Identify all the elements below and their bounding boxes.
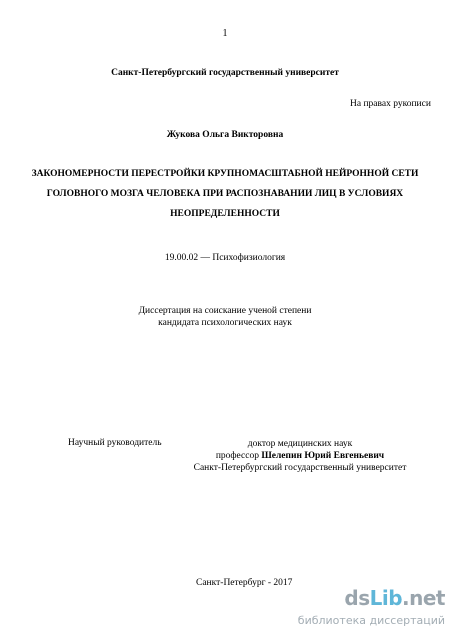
watermark-subtitle: библиотека диссертаций	[297, 614, 445, 627]
manuscript-rights-note: На правах рукописи	[350, 99, 431, 109]
city-year: Санкт-Петербург - 2017	[196, 578, 293, 588]
degree-statement	[0, 305, 450, 329]
advisor-institution: Санкт-Петербургский государственный университет	[193, 463, 407, 473]
degree-line: Диссертация на соискание ученой степени	[138, 306, 312, 316]
logo-part: .net	[402, 586, 445, 610]
advisor-name: Шелепин Юрий Евгеньевич	[261, 451, 385, 461]
author-name: Жукова Ольга Викторовна	[166, 130, 284, 140]
advisor-details	[190, 438, 410, 474]
dissertation-title	[30, 164, 420, 224]
degree-line: кандидата психологических наук	[158, 318, 292, 328]
logo-accent: Lib	[369, 586, 403, 610]
advisor-degree: доктор медицинских наук	[247, 439, 353, 449]
title-line: ЗАКОНОМЕРНОСТИ ПЕРЕСТРОЙКИ КРУПНОМАСШТАБНОЙ НЕЙРОННОЙ СЕТИ	[31, 169, 419, 179]
advisor-label: Научный руководитель	[68, 438, 162, 448]
logo-part: ds	[344, 586, 370, 610]
title-line: НЕОПРЕДЕЛЕННОСТИ	[170, 209, 280, 219]
page-number: 1	[222, 28, 228, 39]
dslib-watermark	[297, 586, 445, 630]
advisor-title-line	[190, 450, 410, 462]
university-header: Санкт-Петербургский государственный университет	[111, 68, 339, 78]
dslib-logo	[305, 586, 445, 610]
specialty-code: 19.00.02 — Психофизиология	[164, 253, 286, 263]
advisor-rank: профессор	[215, 451, 262, 461]
title-line: ГОЛОВНОГО МОЗГА ЧЕЛОВЕКА ПРИ РАСПОЗНАВАНИИ ЛИЦ В УСЛОВИЯХ	[46, 189, 404, 199]
